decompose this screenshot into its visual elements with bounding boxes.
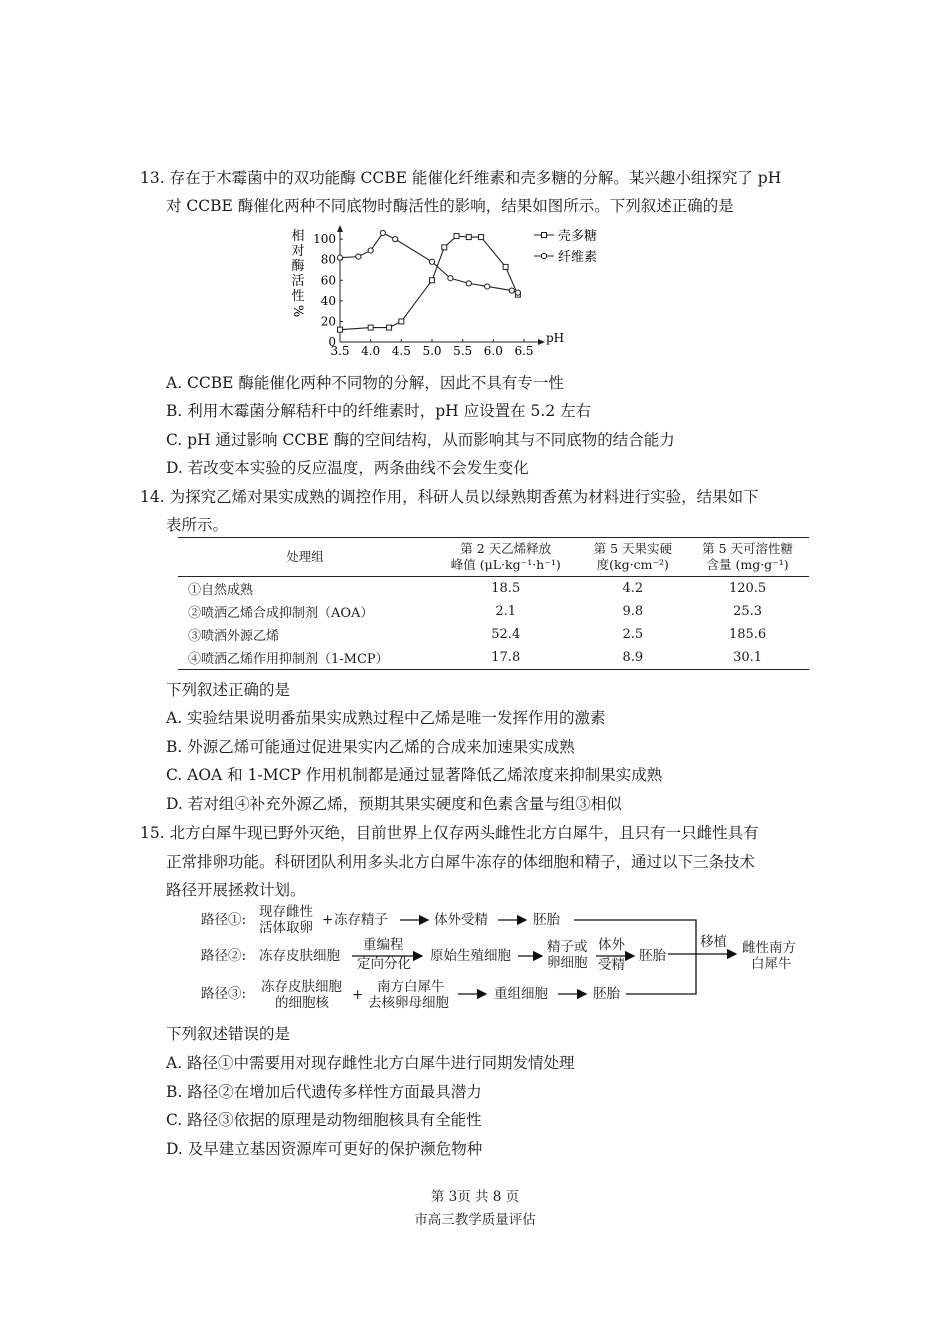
transplant-label: 移植 xyxy=(700,934,727,950)
data-point-square xyxy=(368,325,373,330)
data-point-circle xyxy=(509,288,514,293)
route2-pgc: 原始生殖细胞 xyxy=(430,948,511,964)
route3-recombinant: 重组细胞 xyxy=(494,986,548,1002)
x-tick-label: 4.0 xyxy=(361,344,381,358)
data-point-square xyxy=(442,245,447,250)
route3-embryo: 胚胎 xyxy=(593,986,620,1002)
table-cell: ④喷洒乙烯作用抑制剂（1-MCP） xyxy=(178,646,432,670)
q13-option-b: B. 利用木霉菌分解秸秆中的纤维素时，pH 应设置在 5.2 左右 xyxy=(166,402,592,420)
q15-line2: 正常排卵功能。科研团队利用多头北方白犀牛冻存的体细胞和精子，通过以下三条技术 xyxy=(166,853,756,871)
q14-option-d: D. 若对组④补充外源乙烯，预期其果实硬度和色素含量与组③相似 xyxy=(166,795,622,813)
table-header: 处理组 xyxy=(178,538,432,577)
route2-gametes: 精子或 xyxy=(547,939,588,955)
data-point-square xyxy=(466,235,471,240)
x-tick-label: 4.5 xyxy=(391,344,411,358)
table-cell: 2.1 xyxy=(495,604,517,619)
table-cell: 9.8 xyxy=(622,604,644,619)
legend-label: 壳多糖 xyxy=(558,229,598,244)
route3-plus: + xyxy=(352,987,364,1003)
table-header: 第 5 天果实硬 度(kg·cm⁻²) xyxy=(579,538,686,577)
data-point-square xyxy=(454,234,459,239)
route2-ivf-2: 受精 xyxy=(598,957,625,973)
y-tick-label: 0 xyxy=(328,335,336,349)
chart-y-label-char: 活 xyxy=(291,274,305,289)
table-header: 第 2 天乙烯释放 峰值 (μL·kg⁻¹·h⁻¹) xyxy=(432,538,579,577)
route2-reprogram: 重编程 xyxy=(363,937,404,953)
table-header: 第 5 天可溶性糖 含量 (mg·g⁻¹) xyxy=(686,538,809,577)
table-cell: 18.5 xyxy=(491,581,521,596)
result-southern-rhino-2: 白犀牛 xyxy=(751,956,792,972)
series-line-1 xyxy=(340,236,518,330)
q14-option-c: C. AOA 和 1-MCP 作用机制都是通过显著降低乙烯浓度来抑制果实成熟 xyxy=(166,766,663,784)
q15-option-b: B. 路径②在增加后代遗传多样性方面最具潜力 xyxy=(166,1083,482,1101)
q14-stem: 下列叙述正确的是 xyxy=(166,681,291,699)
legend-label: 纤维素 xyxy=(558,250,598,265)
route2-label: 路径②: xyxy=(201,948,247,964)
x-tick-label: 6.0 xyxy=(483,344,503,358)
y-tick-label: 60 xyxy=(320,273,336,288)
table-cell: 4.2 xyxy=(622,581,644,596)
route2-ivf: 体外 xyxy=(598,937,625,953)
q13-option-a: A. CCBE 酶能催化两种不同物的分解，因此不具有专一性 xyxy=(166,374,564,392)
route1-ivf: 体外受精 xyxy=(434,912,488,928)
table-cell: ②喷洒乙烯合成抑制剂（AOA） xyxy=(188,606,374,621)
x-tick-label: 3.5 xyxy=(330,344,350,358)
y-tick-label: 40 xyxy=(320,293,336,308)
q15-line3: 路径开展拯救计划。 xyxy=(166,881,306,899)
chart-y-axis-label xyxy=(290,228,305,317)
q13-line2: 对 CCBE 酶催化两种不同底物时酶活性的影响，结果如图所示。下列叙述正确的是 xyxy=(166,197,734,215)
table-row xyxy=(178,623,809,646)
x-tick-label: 5.0 xyxy=(422,344,442,358)
data-point-circle xyxy=(448,276,453,281)
route2-frozen-skin: 冻存皮肤细胞 xyxy=(259,948,340,964)
legend-marker-square xyxy=(542,233,547,238)
chart-y-label-char: 性 xyxy=(291,289,305,304)
data-point-square xyxy=(338,327,343,332)
chart-y-label-char: % xyxy=(290,304,305,318)
route1-embryo: 胚胎 xyxy=(533,912,560,928)
table-cell: ①自然成熟 xyxy=(188,583,254,598)
route1-living-egg-2: 活体取卵 xyxy=(259,920,313,936)
table-cell: 8.9 xyxy=(579,646,686,670)
data-point-circle xyxy=(466,281,471,286)
table-cell: 30.1 xyxy=(686,646,809,670)
data-point-circle xyxy=(368,248,373,253)
q15-option-a: A. 路径①中需要用对现存雌性北方白犀牛进行同期发情处理 xyxy=(166,1054,575,1072)
x-tick-label: 6.5 xyxy=(514,344,534,358)
q14-option-a: A. 实验结果说明番茄果实成熟过程中乙烯是唯一发挥作用的激素 xyxy=(166,709,606,727)
ethylene-results-table xyxy=(178,537,809,670)
q13-line1: 13. 存在于木霉菌中的双功能酶 CCBE 能催化纤维素和壳多糖的分解。某兴趣小组探究了 pH xyxy=(140,169,782,187)
data-point-square xyxy=(479,235,484,240)
data-point-circle xyxy=(356,254,361,259)
data-point-square xyxy=(430,278,435,283)
x-tick-label: 5.5 xyxy=(453,344,473,358)
page-number: 第 3页 共 8 页 xyxy=(430,1189,520,1205)
data-point-circle xyxy=(429,259,434,264)
route3-nucleus-2: 的细胞核 xyxy=(275,995,329,1011)
chart-y-label-char: 相 xyxy=(291,229,305,244)
ph-activity-chart xyxy=(280,222,620,362)
y-tick-label: 20 xyxy=(320,314,336,329)
route1-frozen-sperm: 冻存精子 xyxy=(334,912,388,928)
chart-x-axis-label: pH xyxy=(546,331,565,345)
legend-marker-circle xyxy=(541,253,546,258)
data-point-square xyxy=(503,264,508,269)
q15-option-d: D. 及早建立基因资源库可更好的保护濒危物种 xyxy=(166,1140,483,1158)
route1-connector xyxy=(574,920,696,954)
route2-embryo: 胚胎 xyxy=(639,948,666,964)
x-axis-arrowhead xyxy=(538,339,545,345)
table-row xyxy=(178,600,809,623)
data-point-circle xyxy=(515,290,520,295)
table-cell: 25.3 xyxy=(733,604,763,619)
table-row xyxy=(178,646,809,670)
q14-line1: 14. 为探究乙烯对果实成熟的调控作用，科研人员以绿熟期香蕉为材料进行实验，结果如下 xyxy=(140,488,759,506)
y-tick-label: 100 xyxy=(313,232,336,247)
data-point-square xyxy=(399,319,404,324)
table-cell: 2.5 xyxy=(622,627,644,642)
table-row xyxy=(178,577,809,601)
q15-stem: 下列叙述错误的是 xyxy=(166,1025,291,1043)
route1-plus: + xyxy=(322,912,334,928)
table-cell: 185.6 xyxy=(728,627,767,642)
route3-oocyte: 南方白犀牛 xyxy=(377,979,445,995)
table-cell: 120.5 xyxy=(728,581,767,596)
q15-option-c: C. 路径③依据的原理是动物细胞核具有全能性 xyxy=(166,1111,482,1129)
exam-name: 市高三教学质量评估 xyxy=(414,1212,536,1228)
data-point-circle xyxy=(337,255,342,260)
chart-y-label-char: 对 xyxy=(291,244,305,259)
data-point-square xyxy=(387,325,392,330)
q14-option-b: B. 外源乙烯可能通过促进果实内乙烯的合成来加速果实成熟 xyxy=(166,738,575,756)
table-cell: 52.4 xyxy=(491,627,521,642)
result-southern-rhino: 雌性南方 xyxy=(742,940,796,956)
data-point-circle xyxy=(393,237,398,242)
q15-line1: 15. 北方白犀牛现已野外灭绝，目前世界上仅存两头雌性北方白犀牛，且只有一只雌性具有 xyxy=(140,824,759,842)
q13-option-d: D. 若改变本实验的反应温度，两条曲线不会发生变化 xyxy=(166,459,529,477)
route3-label: 路径③: xyxy=(201,986,247,1002)
y-axis-arrowhead xyxy=(337,225,343,232)
q13-option-c: C. pH 通过影响 CCBE 酶的空间结构，从而影响其与不同底物的结合能力 xyxy=(166,431,675,449)
route2-differentiate: 定向分化 xyxy=(357,956,411,972)
route1-label: 路径①: xyxy=(201,912,247,928)
route1-living-egg: 现存雌性 xyxy=(259,904,313,920)
y-tick-label: 80 xyxy=(320,252,336,267)
chart-y-label-char: 酶 xyxy=(291,259,305,274)
data-point-circle xyxy=(485,284,490,289)
q14-line2: 表所示。 xyxy=(166,516,229,534)
route3-nucleus: 冻存皮肤细胞 xyxy=(261,979,342,995)
table-cell: ③喷洒外源乙烯 xyxy=(188,629,280,644)
route3-oocyte-2: 去核卵母细胞 xyxy=(368,995,449,1011)
route2-gametes-2: 卵细胞 xyxy=(547,955,588,971)
table-cell: 17.8 xyxy=(432,646,579,670)
data-point-circle xyxy=(380,230,385,235)
